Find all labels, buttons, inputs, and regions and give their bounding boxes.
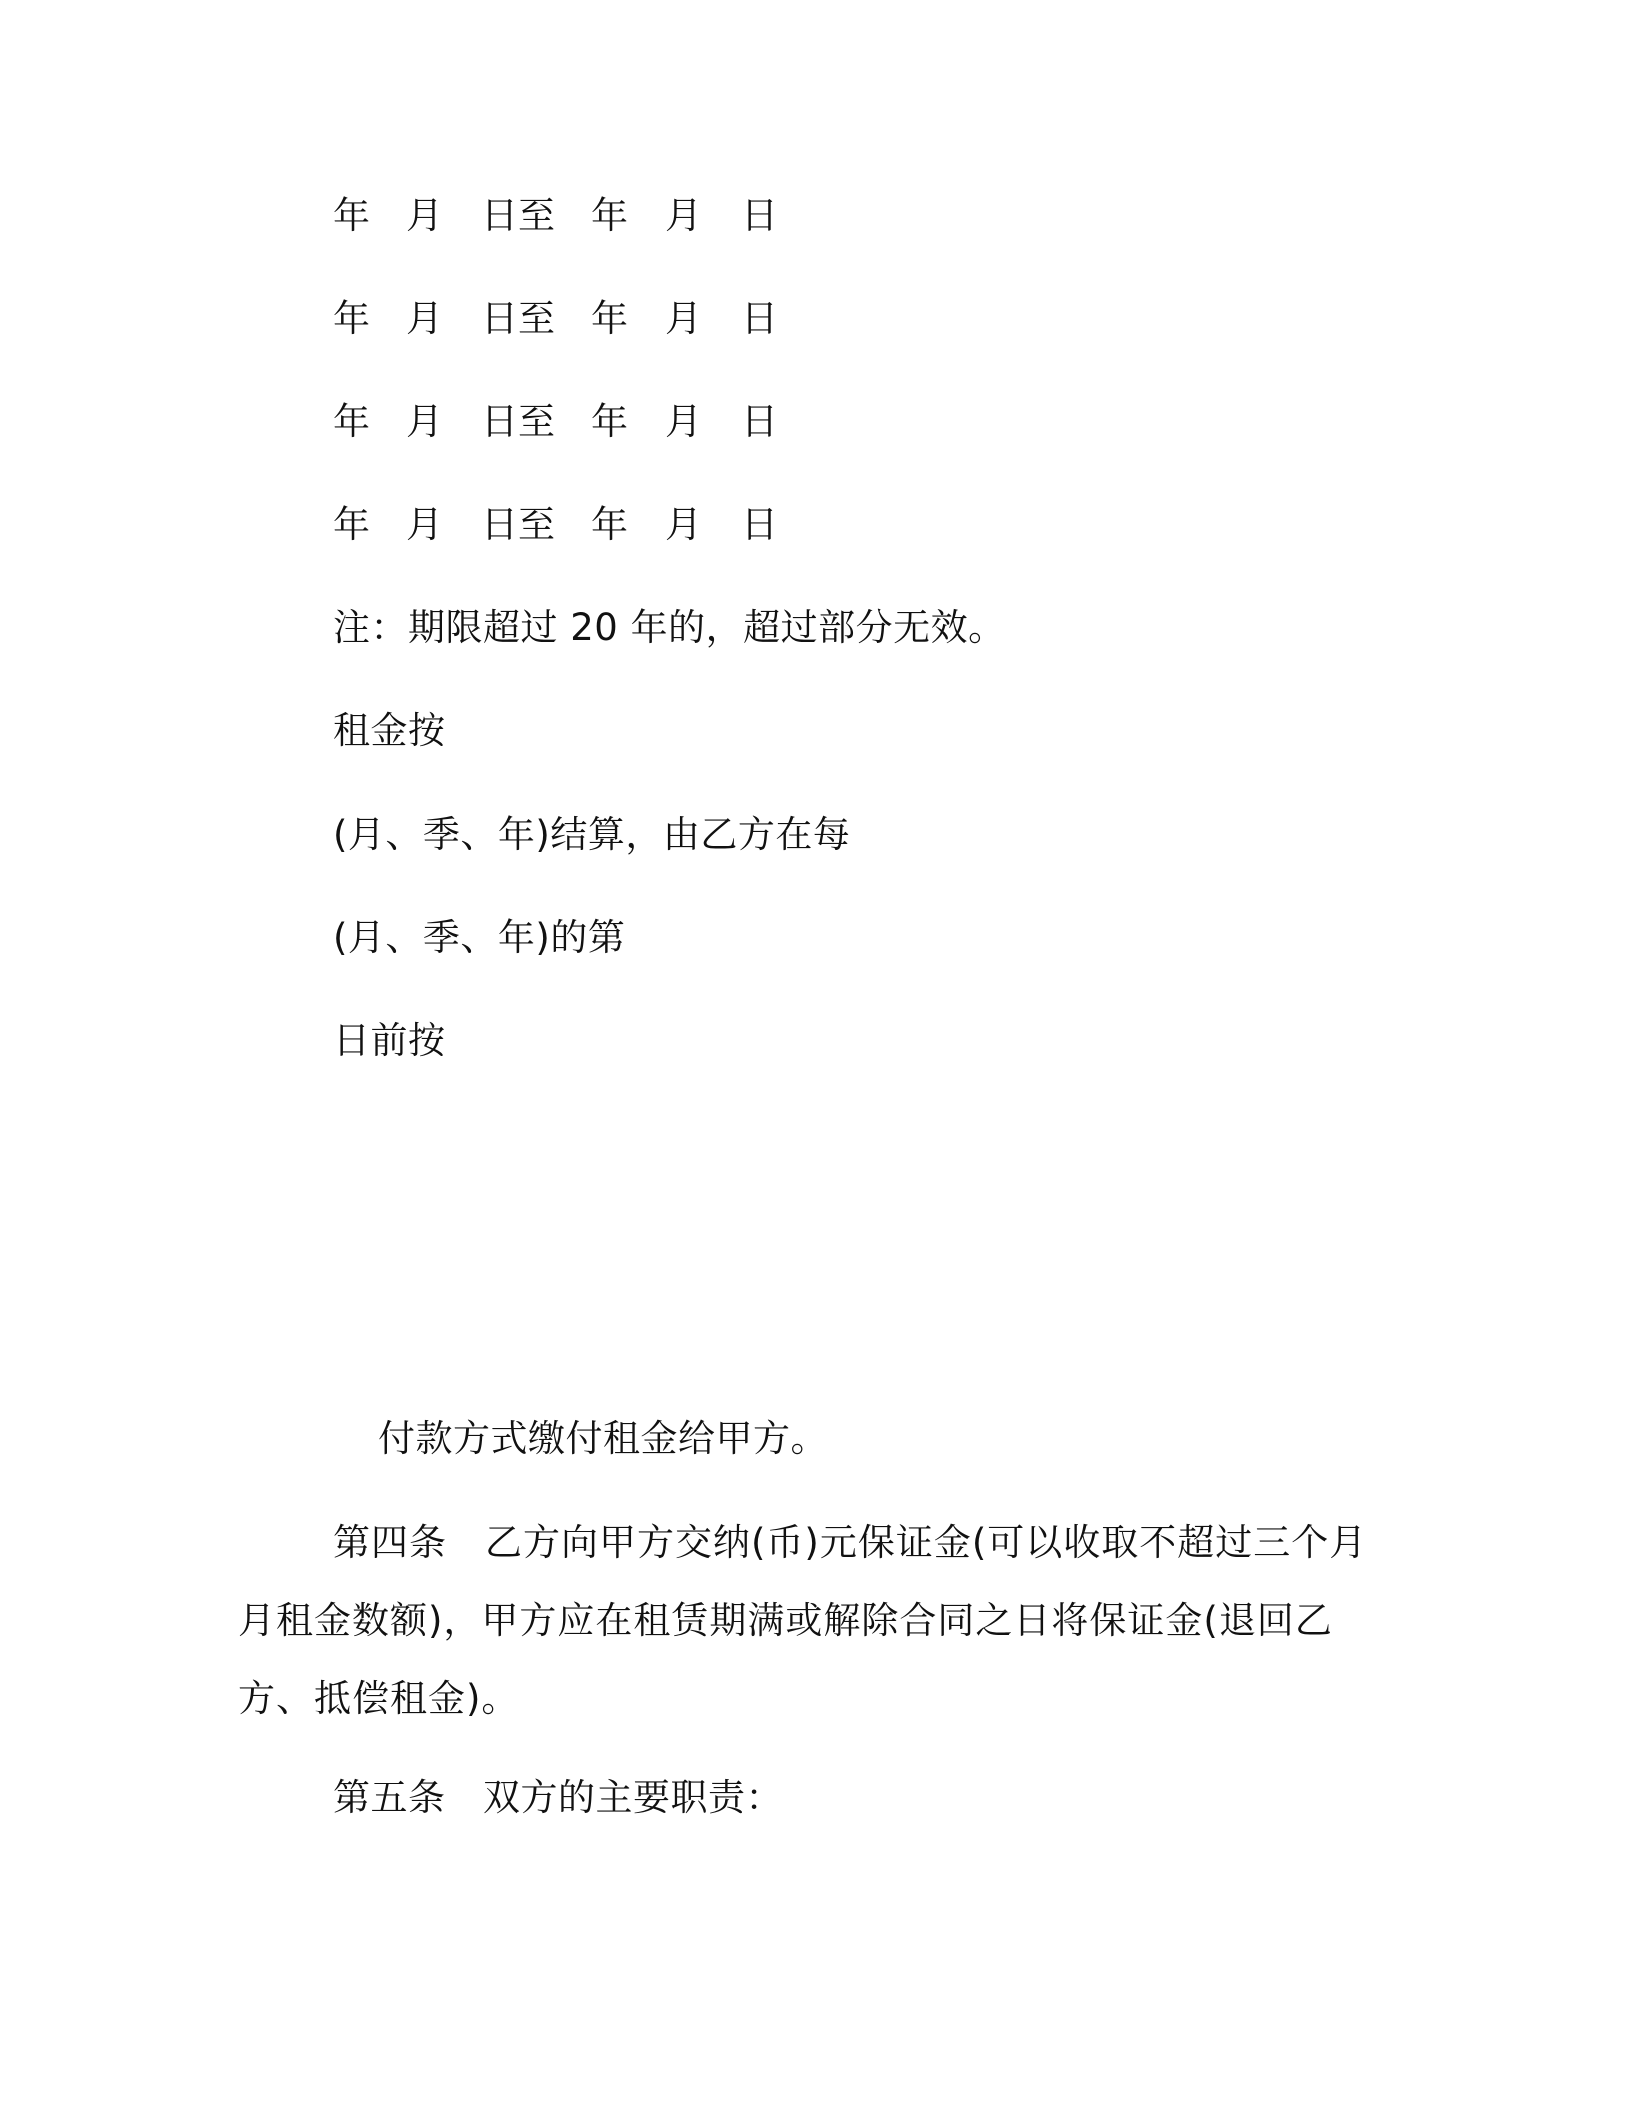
- month-label: 月: [665, 194, 702, 237]
- year-label: 年: [591, 194, 628, 237]
- day-label: 日: [741, 194, 778, 237]
- payment-method-line: 付款方式缴付租金给甲方。: [378, 1417, 828, 1460]
- rent-line: 租金按: [333, 709, 446, 752]
- year-label: 年: [333, 297, 370, 340]
- term-note: 注：期限超过 20 年的，超过部分无效。: [333, 606, 1006, 649]
- month-label: 月: [406, 400, 443, 443]
- day-to-label: 日至: [481, 503, 555, 546]
- day-label: 日: [741, 400, 778, 443]
- rent-line: (月、季、年)结算，由乙方在每: [333, 813, 851, 856]
- article-4-paragraph: 第四条 乙方向甲方交纳(币)元保证金(可以收取不超过三个月月租金数额)，甲方应在租赁期满或解除合同之日将保证金(退回乙方、抵偿租金)。: [238, 1521, 1368, 1720]
- month-label: 月: [406, 194, 443, 237]
- year-label: 年: [333, 194, 370, 237]
- rent-line: 日前按: [333, 1019, 446, 1062]
- rent-line: (月、季、年)的第: [333, 916, 626, 959]
- year-label: 年: [333, 503, 370, 546]
- year-label: 年: [591, 503, 628, 546]
- year-label: 年: [591, 297, 628, 340]
- month-label: 月: [406, 297, 443, 340]
- article-5-heading: 第五条 双方的主要职责：: [333, 1776, 783, 1819]
- year-label: 年: [591, 400, 628, 443]
- year-label: 年: [333, 400, 370, 443]
- month-label: 月: [665, 297, 702, 340]
- day-label: 日: [741, 297, 778, 340]
- month-label: 月: [665, 503, 702, 546]
- day-to-label: 日至: [481, 297, 555, 340]
- day-label: 日: [741, 503, 778, 546]
- month-label: 月: [665, 400, 702, 443]
- day-to-label: 日至: [481, 400, 555, 443]
- month-label: 月: [406, 503, 443, 546]
- day-to-label: 日至: [481, 194, 555, 237]
